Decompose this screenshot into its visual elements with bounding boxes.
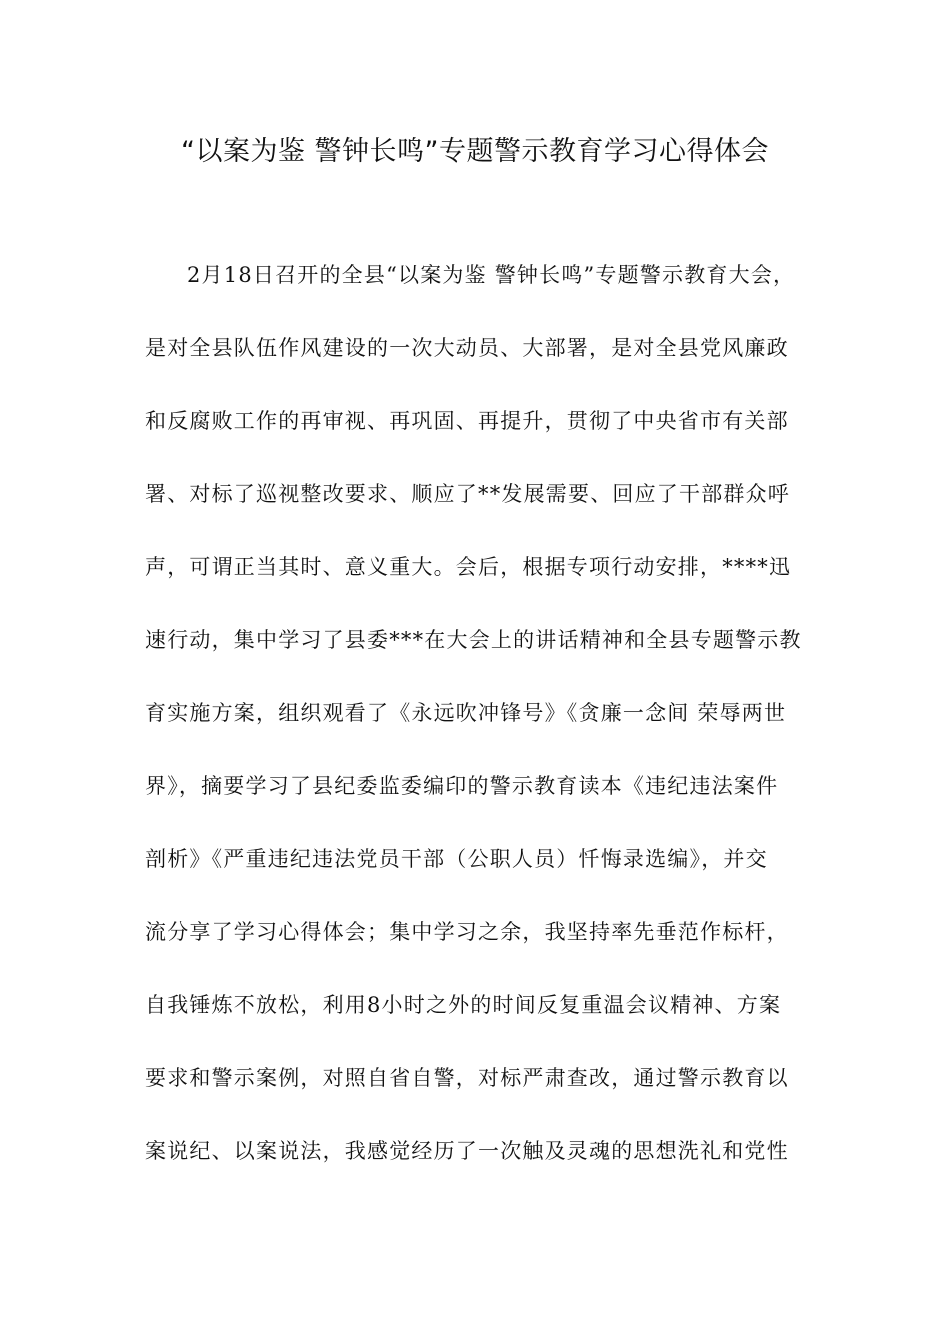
paragraph-line: 界》，摘要学习了县纪委监委编印的警示教育读本《违纪违法案件 <box>145 774 779 798</box>
document-title: “以案为鉴 警钟长鸣”专题警示教育学习心得体会 <box>180 136 770 167</box>
paragraph-line: 速行动，集中学习了县委***在大会上的讲话精神和全县专题警示教 <box>145 628 802 652</box>
paragraph-line: 声，可谓正当其时、意义重大。会后，根据专项行动安排，****迅 <box>145 555 792 579</box>
paragraph-line: 剖析》《严重违纪违法党员干部（公职人员）忏悔录选编》，并交 <box>145 847 768 871</box>
paragraph-line: 案说纪、以案说法，我感觉经历了一次触及灵魂的思想洗礼和党性 <box>145 1139 789 1163</box>
paragraph-line: 是对全县队伍作风建设的一次大动员、大部署，是对全县党风廉政 <box>145 336 789 360</box>
paragraph-line: 流分享了学习心得体会；集中学习之余，我坚持率先垂范作标杆， <box>145 920 789 944</box>
paragraph-line: 要求和警示案例，对照自省自警，对标严肃查改，通过警示教育以 <box>145 1066 789 1090</box>
paragraph-line: 和反腐败工作的再审视、再巩固、再提升，贯彻了中央省市有关部 <box>145 409 789 433</box>
paragraph-line: 育实施方案，组织观看了《永远吹冲锋号》《贪廉一念间 荣辱两世 <box>145 701 787 725</box>
paragraph-line: 自我锤炼不放松，利用8小时之外的时间反复重温会议精神、方案 <box>145 993 782 1017</box>
paragraph-line: 2月18日召开的全县“以案为鉴 警钟长鸣”专题警示教育大会， <box>187 263 796 287</box>
paragraph-line: 署、对标了巡视整改要求、顺应了**发展需要、回应了干部群众呼 <box>145 482 790 506</box>
